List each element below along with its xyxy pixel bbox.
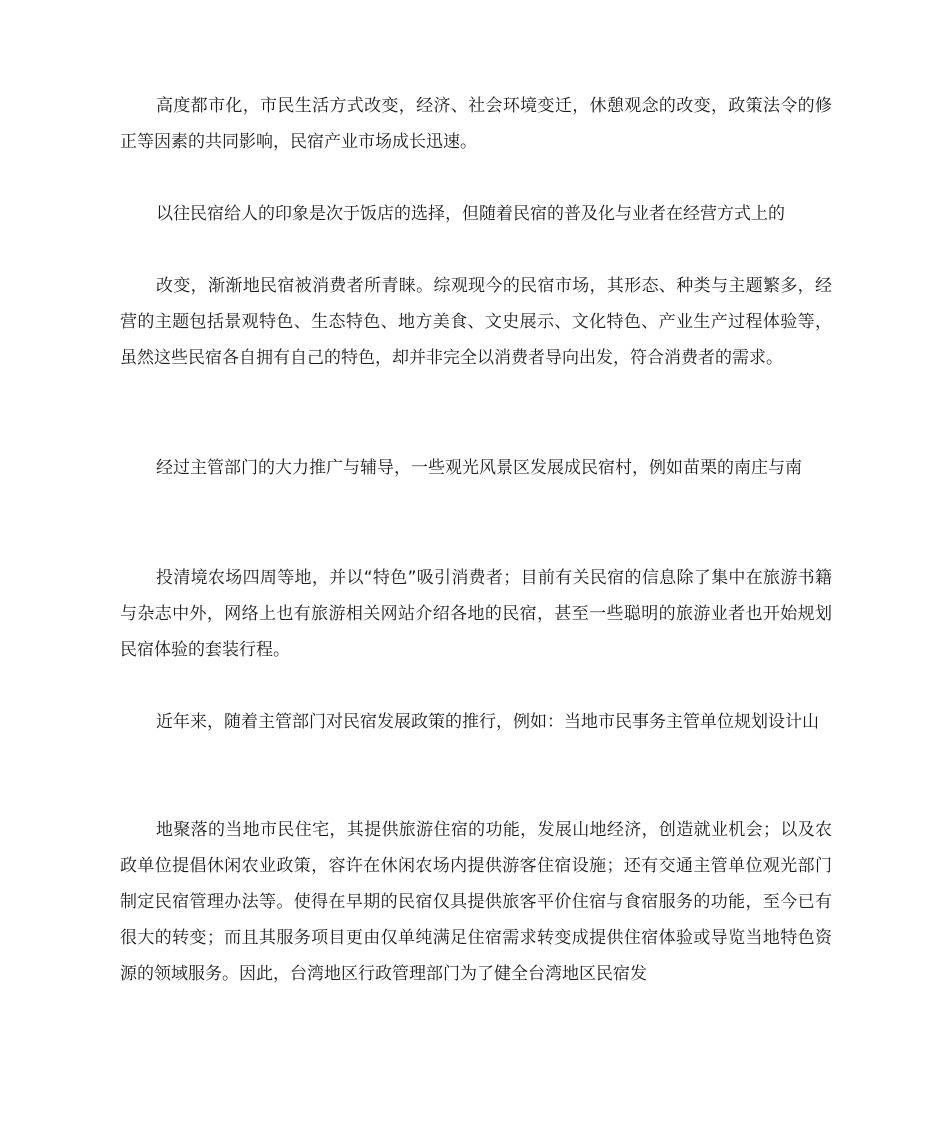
paragraph-4: 经过主管部门的大力推广与辅导，一些观光风景区发展成民宿村，例如苗栗的南庄与南 <box>156 458 802 478</box>
paragraph-3: 改变，渐渐地民宿被消费者所青睐。综观现今的民宿市场，其形态、种类与主题繁多，经营的主题包括景观特色、生态特色、地方美食、文史展示、文化特色、产业生产过程体验等，虽然这些民宿各自拥有自己的特色，却并非完全以消费者导向出发，符合消费者的需求。 <box>120 276 832 368</box>
paragraph-1: 高度都市化，市民生活方式改变，经济、社会环境变迁，休憩观念的改变，政策法令的修正等因素的共同影响，民宿产业市场成长迅速。 <box>120 96 832 152</box>
paragraph-5: 投清境农场四周等地，并以“特色”吸引消费者；目前有关民宿的信息除了集中在旅游书籍与杂志中外，网络上也有旅游相关网站介绍各地的民宿，甚至一些聪明的旅游业者也开始规划民宿体验的套装行程。 <box>120 568 832 660</box>
paragraph-7: 地聚落的当地市民住宅，其提供旅游住宿的功能，发展山地经济，创造就业机会；以及农政单位提倡休闲农业政策，容许在休闲农场内提供游客住宿设施；还有交通主管单位观光部门制定民宿管理办法等。使得在早期的民宿仅具提供旅客平价住宿与食宿服务的功能，至今已有很大的转变；而且其服务项目更由仅单纯满足住宿需求转变成提供住宿体验或导览当地特色资源的领域服务。因此，台湾地区行政管理部门为了健全台湾地区民宿发 <box>120 820 832 984</box>
paragraph-6: 近年来，随着主管部门对民宿发展政策的推行，例如：当地市民事务主管单位规划设计山 <box>156 712 819 732</box>
paragraph-2: 以往民宿给人的印象是次于饭店的选择，但随着民宿的普及化与业者在经营方式上的 <box>156 204 785 224</box>
